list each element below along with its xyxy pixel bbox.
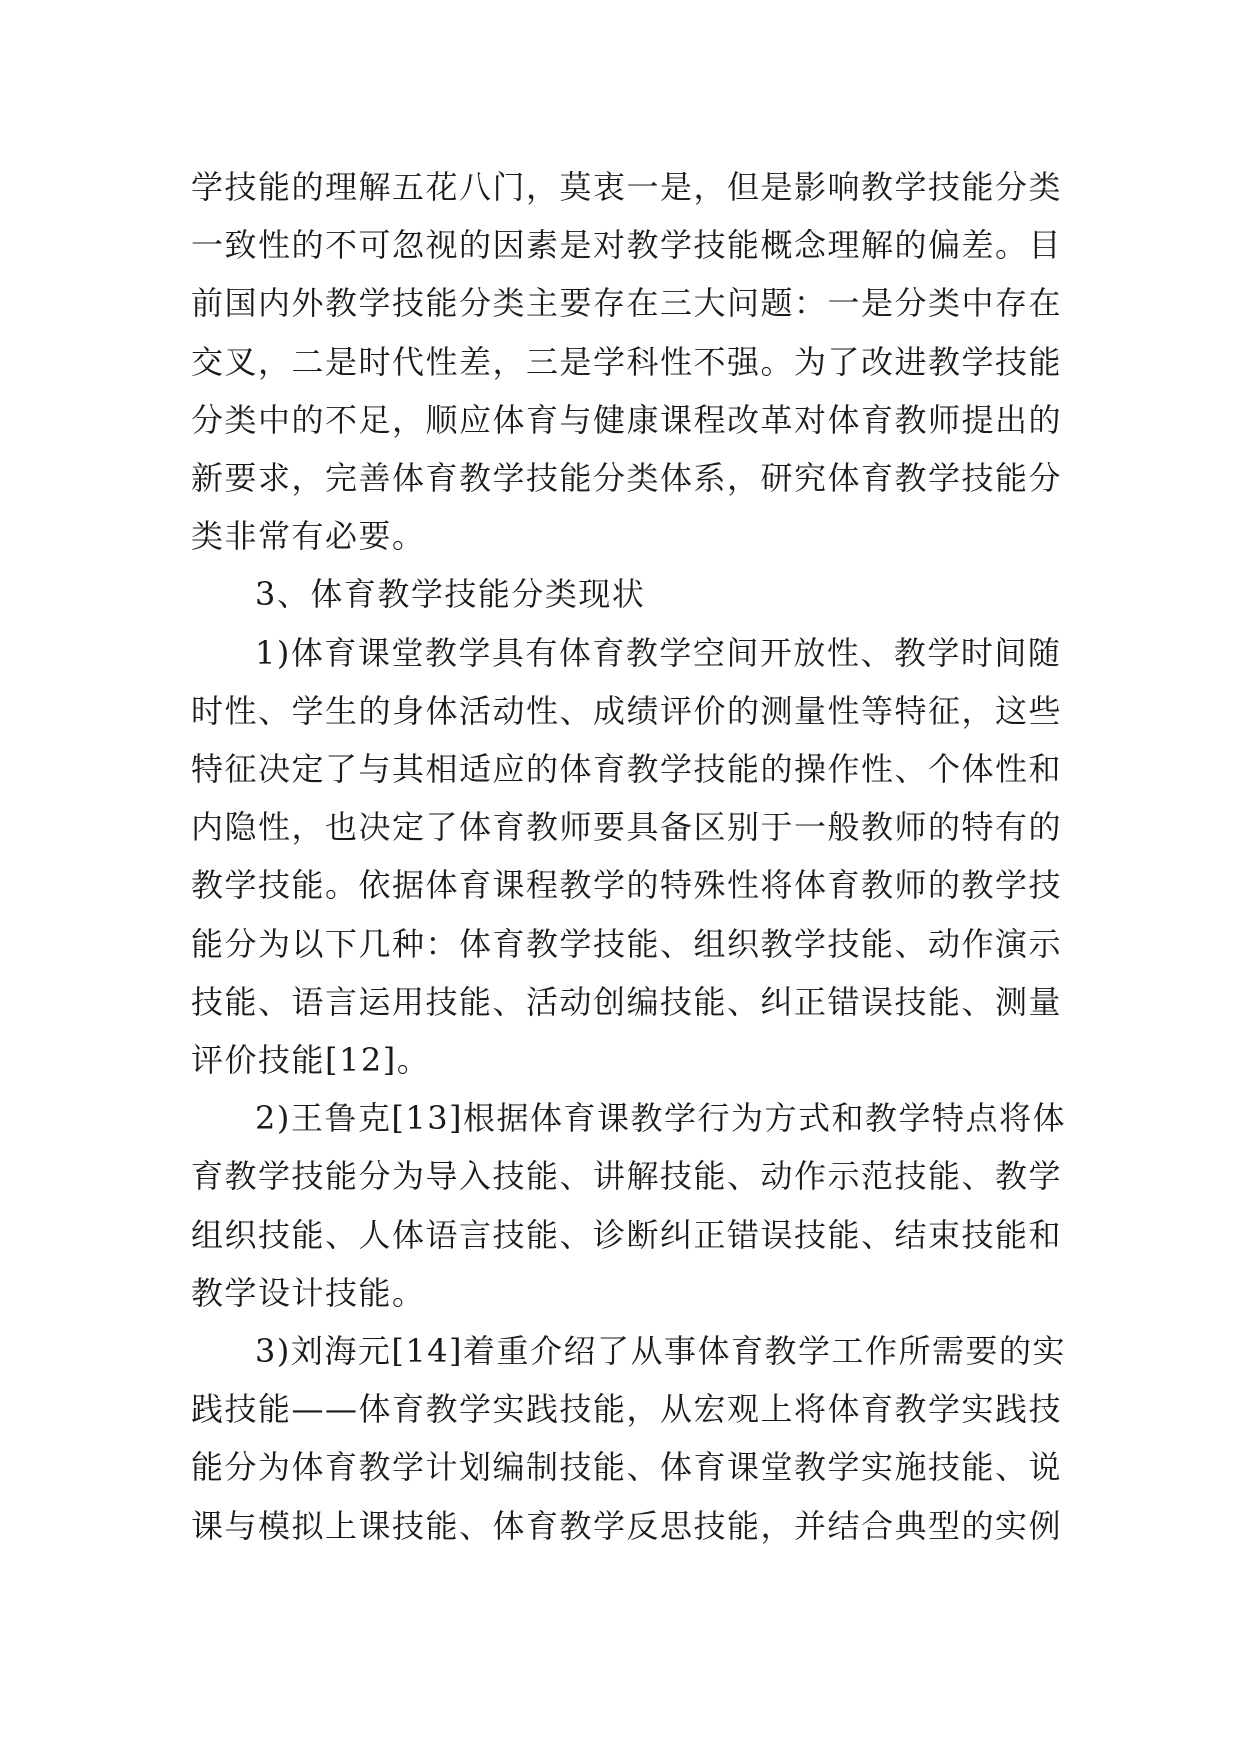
text-line: 交叉，二是时代性差，三是学科性不强。为了改进教学技能 [191, 342, 1063, 381]
text-line: 时性、学生的身体活动性、成绩评价的测量性等特征，这些 [191, 691, 1063, 730]
text-line: 践技能——体育教学实践技能，从宏观上将体育教学实践技 [191, 1390, 1063, 1429]
document-body [191, 158, 1067, 1555]
section-heading [191, 565, 1051, 623]
text-line: 能分为以下几种：体育教学技能、组织教学技能、动作演示 [191, 924, 1063, 963]
text-line: 评价技能[12]。 [191, 1041, 431, 1080]
paragraph-item-1 [191, 624, 1063, 1090]
text-line: 新要求，完善体育教学技能分类体系，研究体育教学技能分 [191, 459, 1063, 498]
paragraph-item-2 [191, 1089, 1067, 1322]
text-line: 能分为体育教学计划编制技能、体育课堂教学实施技能、说 [191, 1448, 1063, 1487]
text-line: 技能、语言运用技能、活动创编技能、纠正错误技能、测量 [191, 982, 1063, 1021]
text-line: 分类中的不足，顺应体育与健康课程改革对体育教师提出的 [191, 400, 1063, 439]
text-line: 组织技能、人体语言技能、诊断纠正错误技能、结束技能和 [191, 1215, 1063, 1254]
text-line: 类非常有必要。 [191, 517, 426, 556]
text-line: 一致性的不可忽视的因素是对教学技能概念理解的偏差。目 [191, 226, 1063, 265]
text-line: 2)王鲁克[13]根据体育课教学行为方式和教学特点将体 [255, 1099, 1067, 1138]
text-line: 3)刘海元[14]着重介绍了从事体育教学工作所需要的实 [255, 1332, 1067, 1371]
paragraph-intro [191, 158, 1063, 565]
text-line: 特征决定了与其相适应的体育教学技能的操作性、个体性和 [191, 750, 1063, 789]
text-line: 1)体育课堂教学具有体育教学空间开放性、教学时间随 [255, 633, 1062, 672]
heading-line: 3、体育教学技能分类现状 [255, 575, 646, 614]
text-line: 前国内外教学技能分类主要存在三大问题：一是分类中存在 [191, 284, 1063, 323]
text-line: 课与模拟上课技能、体育教学反思技能，并结合典型的实例 [191, 1506, 1063, 1545]
text-line: 教学设计技能。 [191, 1273, 426, 1312]
text-line: 学技能的理解五花八门，莫衷一是，但是影响教学技能分类 [191, 168, 1063, 206]
text-line: 育教学技能分为导入技能、讲解技能、动作示范技能、教学 [191, 1157, 1063, 1196]
text-line: 教学技能。依据体育课程教学的特殊性将体育教师的教学技 [191, 866, 1063, 905]
paragraph-item-3 [191, 1322, 1067, 1555]
text-line: 内隐性，也决定了体育教师要具备区别于一般教师的特有的 [191, 808, 1063, 847]
